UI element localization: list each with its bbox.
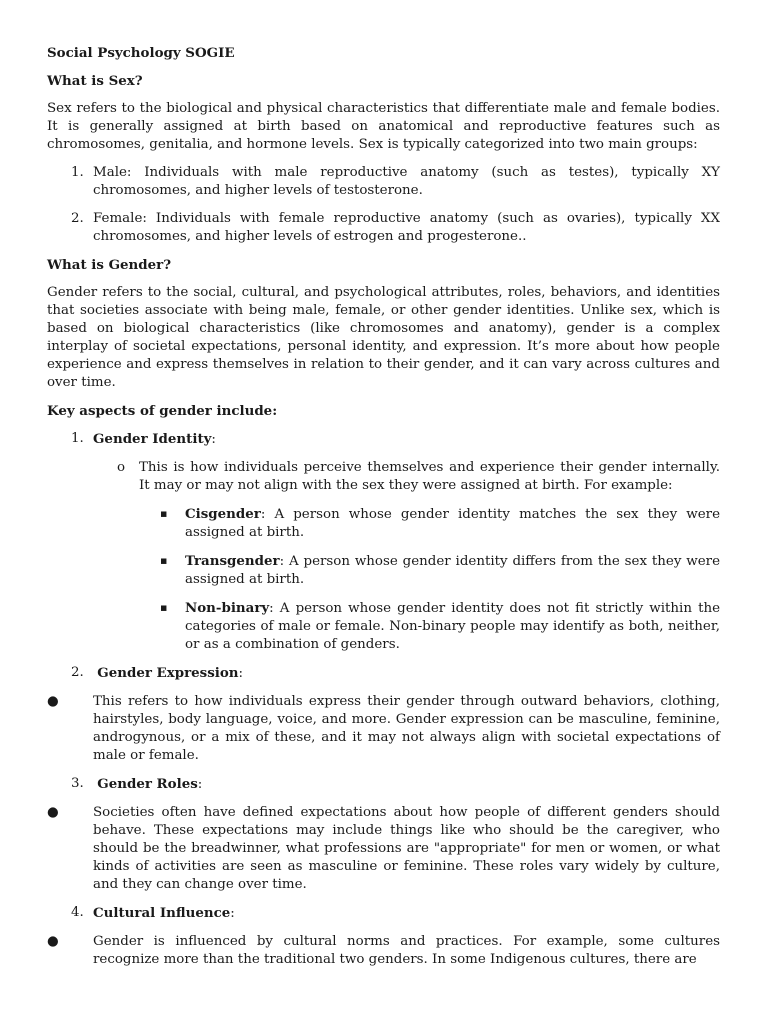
list-number: 2.	[71, 211, 84, 226]
sex-intro-paragraph: Sex refers to the biological and physical characteristics that differentiate male and female bodies. It is generally assigned at birth based on anatomical and reproductive features such as chromosomes, genitalia, and hormone levels. Sex is typically categorized into two main groups:	[47, 101, 720, 152]
heading-what-is-sex: What is Sex?	[47, 73, 143, 89]
aspect-label: Gender Expression	[97, 665, 239, 681]
list-item-text: Male: Individuals with male reproductive anatomy (such as testes), typically XY chromosomes, and higher levels of testosterone.	[93, 165, 720, 198]
list-number: 3.	[71, 776, 84, 791]
list-item-cultural-influence: 4. Cultural Influence:	[71, 905, 235, 921]
definition: : A person whose gender identity does not fit strictly within the categories of male or female. Non-binary people may identify as both, neither, or as a combination of genders.	[185, 601, 720, 652]
square-bullet-icon: ▪	[160, 554, 168, 567]
filled-bullet-icon: ●	[47, 805, 59, 820]
square-bullet-icon: ▪	[160, 601, 168, 614]
heading-key-aspects: Key aspects of gender include:	[47, 403, 278, 419]
document-title: Social Psychology SOGIE	[47, 45, 235, 61]
document-page	[47, 36, 720, 969]
list-item-gender-roles: 3. Gender Roles:	[71, 776, 203, 792]
identity-type-non-binary	[160, 599, 720, 654]
list-number: 1.	[71, 431, 84, 446]
bullet-text: This refers to how individuals express their gender through outward behaviors, clothing, hairstyles, body language, voice, and more. Gender expression can be masculine, feminine, androgynous, or a mix of these, and it may not always align with societal expectations of male or female.	[93, 694, 720, 763]
aspect-label: Gender Roles	[97, 776, 198, 792]
aspect-label: Cultural Influence	[93, 905, 231, 921]
bullet-text: Gender is influenced by cultural norms and practices. For example, some cultures recognize more than the traditional two genders. In some Indigenous cultures, there are	[93, 934, 720, 967]
list-item-text: Female: Individuals with female reproductive anatomy (such as ovaries), typically XX chromosomes, and higher levels of estrogen and progesterone..	[93, 211, 720, 244]
list-number: 1.	[71, 165, 84, 180]
identity-type-cisgender	[160, 505, 720, 542]
list-item-gender-expression: 2. Gender Expression:	[71, 665, 244, 681]
bullet-item	[47, 804, 720, 894]
term: Transgender	[185, 553, 280, 569]
gender-intro-paragraph: Gender refers to the social, cultural, and psychological attributes, roles, behaviors, and identities that societies associate with being male, female, or other gender identities. Unlike sex, which is based on biological characteristics (like chromosomes and anatomy), gender is a complex interplay of societal expectations, personal identity, and expression. It’s more about how people experience and express themselves in relation to their gender, and it can vary across cultures and over time.	[47, 285, 720, 390]
circle-bullet-icon: o	[117, 460, 126, 475]
bullet-item	[47, 693, 720, 765]
list-item-gender-identity: 1. Gender Identity:	[71, 431, 216, 447]
definition: : A person whose gender identity differs from the sex they were assigned at birth.	[185, 554, 720, 587]
list-item	[47, 210, 720, 246]
sub-item-text: This is how individuals perceive themselves and experience their gender internally. It may or may not align with the sex they were assigned at birth. For example:	[139, 460, 720, 493]
term: Non-binary	[185, 600, 270, 616]
square-bullet-icon: ▪	[160, 507, 168, 520]
bullet-text: Societies often have defined expectations about how people of different genders should behave. These expectations may include things like who should be the caregiver, who should be the breadwinner, what professions are "appropriate" for men or women, or what kinds of activities are seen as masculine or feminine. These roles vary widely by culture, and they can change over time.	[93, 805, 720, 892]
filled-bullet-icon: ●	[47, 934, 59, 949]
list-number: 4.	[71, 905, 84, 920]
list-number: 2.	[71, 665, 84, 680]
sub-item	[117, 459, 720, 495]
definition: : A person whose gender identity matches the sex they were assigned at birth.	[185, 507, 720, 540]
identity-type-transgender	[160, 552, 720, 589]
bullet-item	[47, 933, 720, 969]
list-item	[47, 164, 720, 200]
term: Cisgender	[185, 506, 261, 522]
heading-what-is-gender: What is Gender?	[47, 257, 172, 273]
aspect-label: Gender Identity	[93, 431, 212, 447]
filled-bullet-icon: ●	[47, 694, 59, 709]
